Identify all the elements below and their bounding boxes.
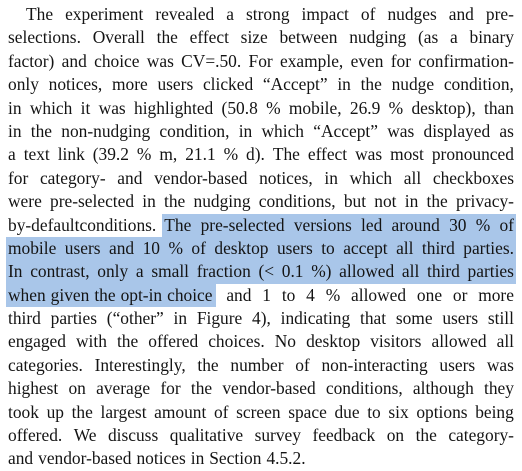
word: Interestingly, [94,354,186,375]
word: survey [254,425,301,446]
word: (50.8 [221,97,258,118]
word: a [8,144,16,165]
word: desktop [214,237,269,258]
word: for [8,167,29,188]
word: in [8,120,22,141]
word: desktop), [411,97,476,118]
word: confirmation- [418,50,514,71]
word: CV=.50. [181,50,242,71]
word: the [94,284,116,305]
word: %) [311,261,332,282]
word: % [325,284,341,305]
word: conditions, [325,378,403,399]
word: parties [50,308,97,329]
word: effect [307,144,348,165]
word: amount [154,401,207,422]
word: users [157,74,194,95]
word: and [61,50,87,71]
word: versions [293,214,352,235]
word: nudges [387,4,437,24]
word: and [109,237,135,258]
text-line [8,97,514,120]
word: 1 [262,284,271,305]
word: to [281,284,296,305]
word: the [197,354,219,375]
word: indicating [280,308,351,329]
word: parties. [463,237,514,258]
word: revealed [155,4,215,24]
word: displayed [423,120,491,141]
highlight-run [162,214,516,237]
word: notices [136,448,186,469]
word: options [416,401,468,422]
word: one [416,284,443,305]
word: mobile [8,237,57,258]
word: the [116,331,139,352]
word: binary [469,27,514,48]
word: highest [8,378,59,399]
word: some [395,308,433,329]
word: users [276,237,313,258]
word: was [146,50,174,71]
word: screen [236,401,281,422]
word: of [360,4,376,24]
word: they [484,378,514,399]
word: category- [39,167,106,188]
word: of [213,401,229,422]
word: between [279,27,338,48]
word: nudging [193,191,251,212]
word: the [30,120,53,141]
word: pre- [485,4,514,24]
word: non-interacting [321,354,428,375]
word: of [295,354,310,375]
word: For [248,50,273,71]
word: 4.5.2. [266,448,306,469]
word: users [442,308,479,329]
word: the [71,401,93,422]
word: average [96,378,151,399]
word: % [388,97,404,118]
word: “Accept” [262,74,328,95]
word: % [168,237,183,258]
word: discuss [107,425,159,446]
text-line [8,26,514,49]
word: which [261,120,305,141]
highlighted-line [6,237,516,260]
word: pre-selected [50,191,135,212]
word: third [426,261,460,282]
word: which [29,97,73,118]
word: even [350,50,384,71]
word: strong [246,4,290,24]
word: privacy- [456,191,514,212]
word: small [151,261,189,282]
word: % [266,97,281,118]
word: (< [258,261,275,282]
word: all [403,167,422,188]
word: nudge [391,74,435,95]
word: the [426,191,448,212]
word: visitors [370,331,422,352]
word: number [230,354,284,375]
word: accept [343,237,388,258]
word: six [388,401,409,422]
word: link [57,144,85,165]
word: a [135,261,144,282]
word: 0.1 [281,261,304,282]
word: text [23,144,50,165]
word: only [97,261,129,282]
word: opt-in [120,284,163,305]
word: up [46,401,64,422]
word: The [26,4,54,24]
word: factor) [8,50,55,71]
word: condition, [443,74,514,95]
word: notices, [259,167,313,188]
word: with [76,331,107,352]
word: conditions, [258,191,336,212]
word: offered. [8,425,63,446]
word: but [343,191,367,212]
word: category- [448,425,514,446]
text-line [8,354,514,377]
word: largest [100,401,147,422]
word: engaged [8,331,66,352]
word: in [337,74,351,95]
word: impact [301,4,349,24]
word: and [117,167,143,188]
word: most [390,144,424,165]
word: % [475,214,491,235]
word: a [226,4,234,24]
word: experiment [65,4,144,24]
word: in [324,167,338,188]
word: 4), [252,308,271,329]
word: % [136,144,152,165]
word: size [240,27,268,48]
word: checkboxes [432,167,514,188]
word: only [8,74,39,95]
word: in [173,308,188,329]
word: 4 [306,284,315,305]
word: conditions. [79,214,157,235]
word: nudging [349,27,407,48]
word: was [486,354,514,375]
word: it [80,97,91,118]
word: 26.9 [349,97,381,118]
word: % [223,144,239,165]
word: The [272,144,300,165]
word: “Accept” [313,120,378,141]
word: The [164,214,192,235]
word: selections. [8,27,81,48]
word: clicked [202,74,254,95]
word: a [450,27,458,48]
word: were [8,191,42,212]
word: of [499,214,514,235]
word: still [487,308,514,329]
word: although [412,378,474,399]
text-line [8,3,514,26]
word: categories. [8,354,83,375]
word: choices. [208,331,265,352]
word: in [8,97,22,118]
word: or [452,284,468,305]
word: d). [246,144,265,165]
word: was [387,120,415,141]
text-line [8,307,514,330]
word: of [191,237,206,258]
text-line [8,120,514,143]
word: and [226,284,252,305]
text-line [8,377,514,400]
word: to [321,237,335,258]
word: 21.1 [185,144,216,165]
text-line [8,284,514,307]
word: being [475,401,514,422]
word: as [499,120,514,141]
word: parties [467,261,514,282]
word: contrast, [30,261,90,282]
word: effect [189,27,229,48]
word: led [361,214,383,235]
word: not [374,191,397,212]
text-line [8,447,514,470]
word: example, [280,50,344,71]
word: vendor-based [154,167,248,188]
word: than [484,97,514,118]
word: pre-selected [200,214,285,235]
paragraph [8,3,514,471]
word: offered [148,331,199,352]
word: the [164,191,186,212]
word: In [8,261,23,282]
word: due [334,401,360,422]
text-line [8,190,514,213]
word: feedback [312,425,376,446]
word: condition, [159,120,230,141]
word: all [396,237,414,258]
text-line [8,167,514,190]
word: choice [94,50,140,71]
word: allowed [339,261,395,282]
word: third [8,308,41,329]
word: No [274,331,297,352]
text-line [8,73,514,96]
highlighted-line [6,260,516,283]
word: in [190,448,205,469]
highlight-run [6,284,216,307]
word: non-nudging [61,120,151,141]
word: in [404,191,419,212]
word: in [238,120,253,141]
word: Overall [92,27,145,48]
word: by-default [8,214,80,235]
word: was [355,144,383,165]
word: the [156,27,178,48]
word: space [288,401,327,422]
word: on [386,425,405,446]
word: users [64,237,101,258]
word: vendor-based [222,378,316,399]
word: and [8,448,34,469]
word: 30 [449,214,467,235]
word: for [390,50,412,71]
word: to [367,401,381,422]
word: choice [167,284,213,305]
word: the [415,425,437,446]
word: in [142,191,156,212]
word: 10 [142,237,160,258]
word: m, [159,144,178,165]
word: on [68,378,86,399]
word: vendor-based [38,448,132,469]
word: Figure [196,308,243,329]
word: all [496,331,514,352]
word: when [8,284,46,305]
word: more [478,284,514,305]
word: more [112,74,148,95]
word: around [391,214,440,235]
word: for [160,378,181,399]
word: desktop [306,331,361,352]
text-line [8,50,514,73]
word: which [349,167,393,188]
word: all [401,261,420,282]
word: third [421,237,455,258]
word: and [448,4,474,24]
text-line [8,143,514,166]
word: Section [209,448,262,469]
word: fraction [196,261,251,282]
word: highlighted [134,97,214,118]
word: mobile, [288,97,342,118]
text-line [8,330,514,353]
word: notices, [48,74,103,95]
word: given [50,284,90,305]
word: qualitative [169,425,244,446]
word: allowed [351,284,407,305]
word: that [359,308,387,329]
word: allowed [431,331,487,352]
word: users [439,354,476,375]
word: the [360,74,382,95]
word: (“other” [106,308,164,329]
word: the [190,378,213,399]
text-line [8,424,514,447]
text-line [8,214,514,237]
word: took [8,401,39,422]
word: (as [417,27,439,48]
word: (39.2 [92,144,129,165]
text-line [8,401,514,424]
word: pronounced [431,144,514,165]
word: was [98,97,126,118]
word: We [73,425,97,446]
